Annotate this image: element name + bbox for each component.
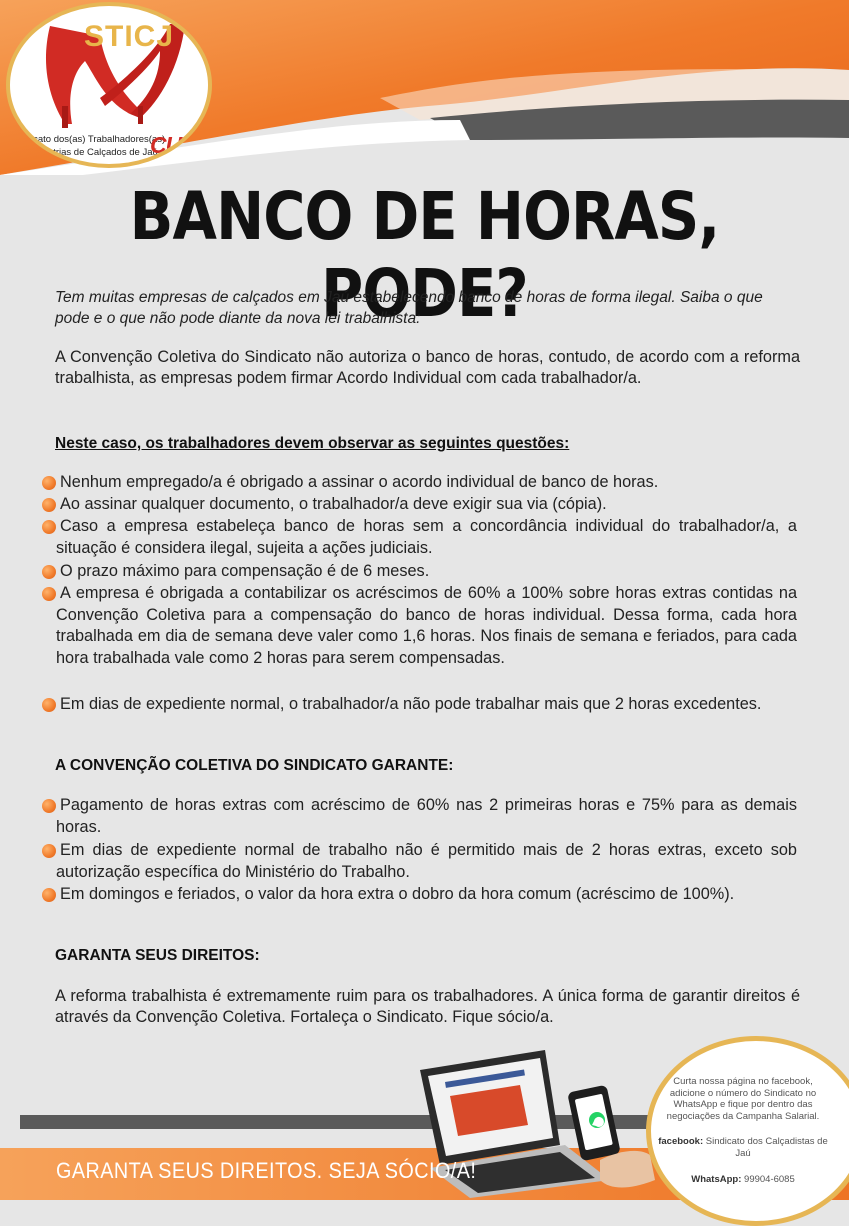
page-title: BANCO DE HORAS, PODE? [129,178,720,332]
logo-subtitle-line1: Sindicato dos(as) Trabalhadores(as) [12,134,166,145]
intro-text: Tem muitas empresas de calçados em Jaú estabelecendo banco de horas de forma ilegal. Saiba o que pode e o que não pode diante da nova lei trabalhista: [55,289,763,327]
bullet-icon [42,698,56,712]
facebook-contact: facebook: Sindicato dos Calçadistas de Jaú [658,1136,828,1159]
bullet-icon [42,844,56,858]
bullet-icon [42,587,56,601]
closing-text: A reforma trabalhista é extremamente ruim para os trabalhadores. A única forma de garantir direitos é através da Convenção Coletiva. Fortaleça o Sindicato. Fique sócio/a. [55,987,800,1026]
list-item: Nenhum empregado/a é obrigado a assinar o acordo individual de banco de horas. [42,472,797,494]
bullet-icon [42,520,56,534]
union-logo [6,2,212,168]
bullet-icon [42,498,56,512]
bullet-icon [42,565,56,579]
list-item: Pagamento de horas extras com acréscimo de 60% nas 2 primeiras horas e 75% para as demais horas. [42,795,797,838]
cut-logo-small: Brasil [202,138,208,151]
list-item: Em domingos e feriados, o valor da hora extra o dobro da hora comum (acréscimo de 100%). [42,884,797,906]
list-item: Caso a empresa estabeleça banco de horas sem a concordância individual do trabalhador/a, a situação é considera ilegal, sujeita a ações judiciais. [42,516,797,559]
contact-info-text: Curta nossa página no facebook, adicione o número do Sindicato no WhatsApp e fique por dentro das negociações da Campanha Salarial. [666,1076,820,1122]
list-item: Ao assinar qualquer documento, o trabalhador/a deve exigir sua via (cópia). [42,494,797,516]
paragraph-convention: A Convenção Coletiva do Sindicato não autoriza o banco de horas, contudo, de acordo com a reforma trabalhista, as empresas podem firmar Acordo Individual com cada trabalhador/a. [55,348,800,387]
whatsapp-contact: WhatsApp: 99904-6085 [691,1174,795,1185]
list-item: Em dias de expediente normal de trabalho não é permitido mais de 2 horas extras, exceto sob autorização específica do Ministério do Trabalho. [42,840,797,883]
footer-slogan: GARANTA SEUS DIREITOS. SEJA SÓCIO/A! [56,1158,477,1183]
logo-subtitle-line2: nas Indústrias de Calçados de Jaú [12,147,158,158]
list-item: A empresa é obrigada a contabilizar os acréscimos de 60% a 100% sobre horas extras contidas na Convenção Coletiva para a compensação do banco de horas individual. Dessa forma, cada hora trabalhada em dia de semana deve valer como 1,6 horas. Nos finais de semana e feriados, para cada hora trabalhada vale como 2 horas para serem compensadas. [42,583,797,669]
bullet-icon [42,799,56,813]
section2-heading: A CONVENÇÃO COLETIVA DO SINDICATO GARANTE: [55,757,454,774]
cut-logo: CUT [150,132,195,158]
section1-heading: Neste caso, os trabalhadores devem observar as seguintes questões: [55,435,570,452]
list-item: O prazo máximo para compensação é de 6 meses. [42,561,797,583]
list-item: Em dias de expediente normal, o trabalhador/a não pode trabalhar mais que 2 horas excedentes. [42,694,797,716]
logo-name: STICJ [84,20,175,53]
section3-heading: GARANTA SEUS DIREITOS: [55,947,260,964]
bullet-icon [42,888,56,902]
bullet-icon [42,476,56,490]
